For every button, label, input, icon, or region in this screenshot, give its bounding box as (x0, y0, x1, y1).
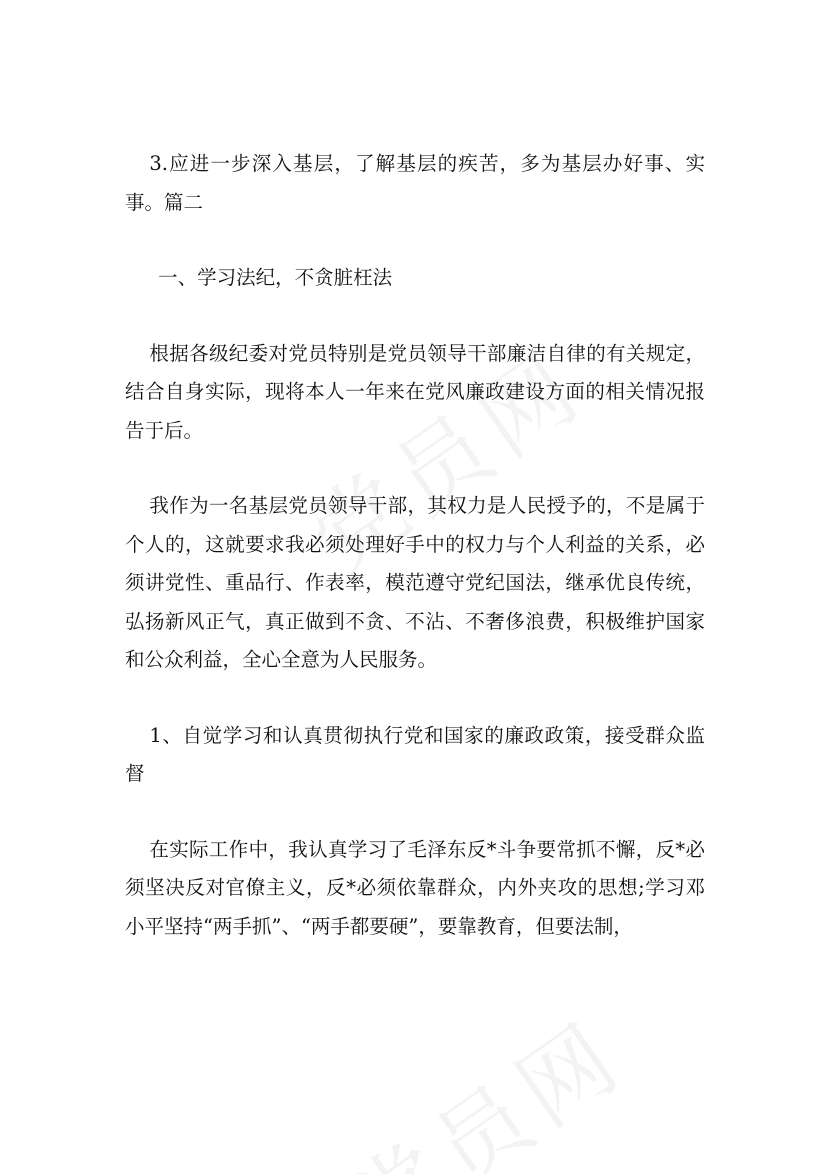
watermark (320, 984, 646, 1174)
paragraph-2: 根据各级纪委对党员特别是党员领导干部廉洁自律的有关规定，结合自身实际，现将本人一年来在党风廉政建设方面的相关情况报告于后。 (125, 341, 705, 442)
paragraph-4: 在实际工作中，我认真学习了毛泽东反*斗争要常抓不懈，反*必须坚决反对官僚主义，反*必须依靠群众，内外夹攻的思想;学习邓小平坚持“两手抓”、“两手都要硬”，要靠教育，但要法制， (125, 837, 705, 938)
section-heading: 一、学习法纪，不贪脏枉法 (158, 266, 393, 289)
paragraph-1: 3.应进一步深入基层，了解基层的疾苦，多为基层办好事、实事。篇二 (125, 152, 705, 214)
paragraph-3: 我作为一名基层党员领导干部，其权力是人民授予的，不是属于个人的，这就要求我必须处理好手中的权力与个人利益的关系，必须讲党性、重品行、作表率，模范遵守党纪国法，继承优良传统，弘扬新风正气，真正做到不贪、不沾、不奢侈浪费，积极维护国家和公众利益，全心全意为人民服务。 (125, 494, 705, 671)
subheading-1: 1、自觉学习和认真贯彻执行党和国家的廉政政策，接受群众监督 (125, 723, 705, 785)
document-body (125, 145, 705, 983)
